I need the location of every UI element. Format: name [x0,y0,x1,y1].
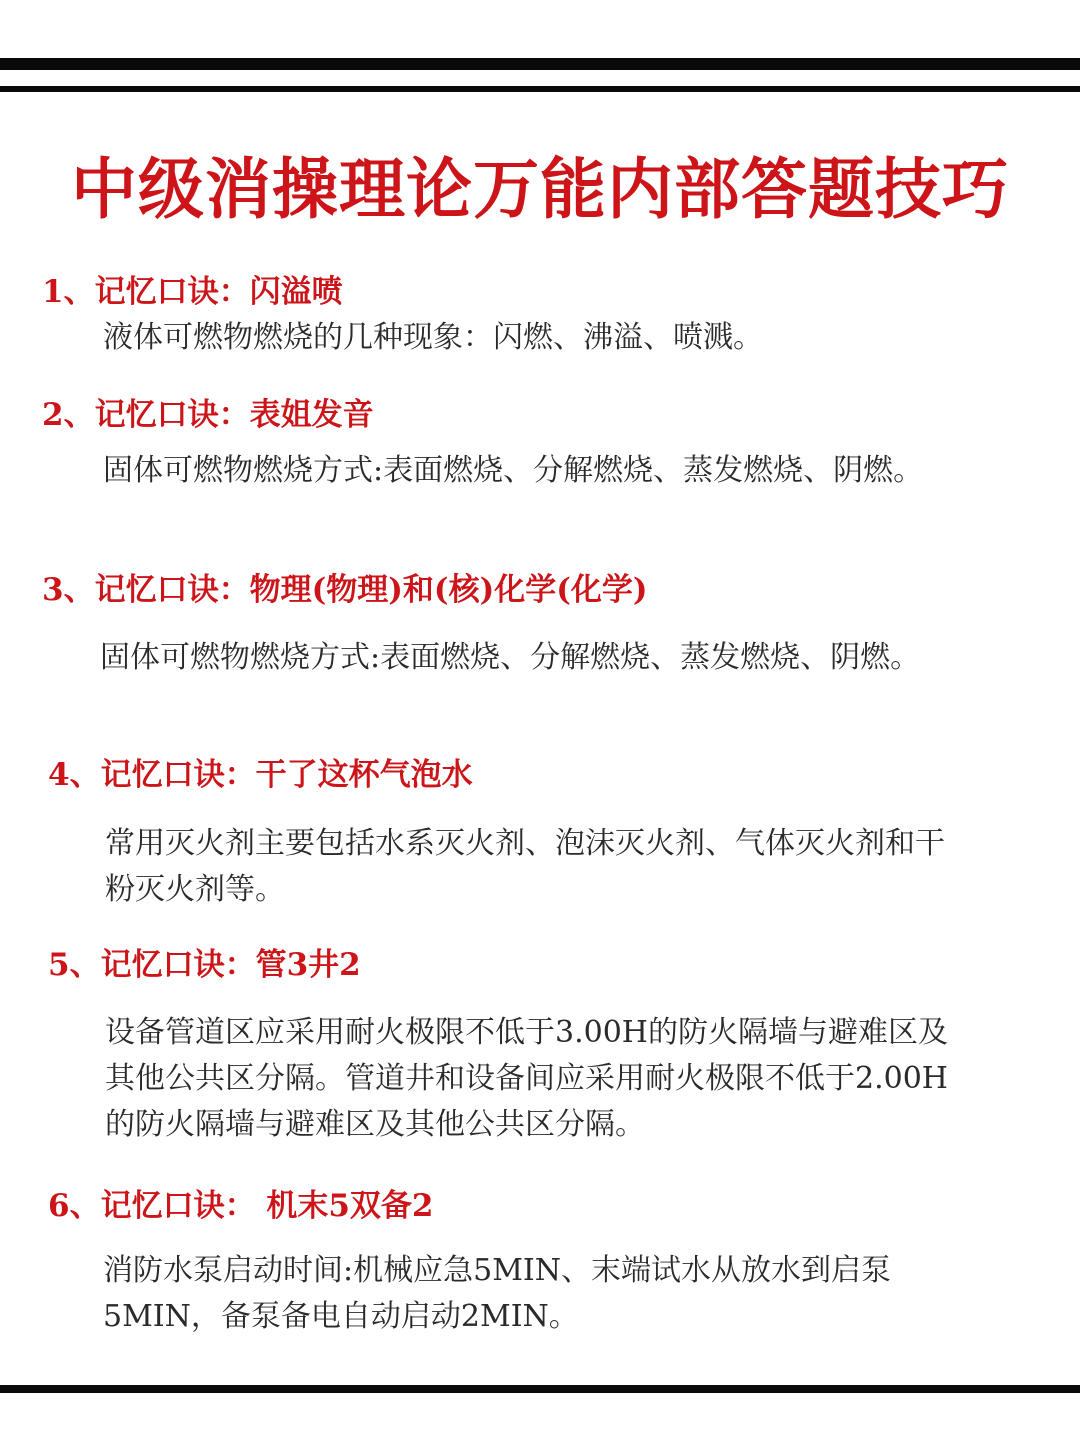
tip-heading: 5、记忆口诀：管3井2 [48,947,361,983]
tip-body: 液体可燃物燃烧的几种现象：闪燃、沸溢、喷溅。 [103,320,763,355]
tip-body: 固体可燃物燃烧方式:表面燃烧、分解燃烧、蒸发燃烧、阴燃。 [100,640,921,675]
bottom-rule [0,1385,1080,1393]
tip-heading: 3、记忆口诀：物理(物理)和(核)化学(化学) [42,572,648,608]
tip-heading: 6、记忆口诀： 机末5双备2 [48,1188,434,1224]
page-title: 中级消操理论万能内部答题技巧 [71,151,1009,228]
tip-body: 常用灭火剂主要包括水系灭火剂、泡沫灭火剂、气体灭火剂和干粉灭火剂等。 [105,826,945,907]
tip-heading: 1、记忆口诀：闪溢喷 [42,274,343,310]
tip-heading: 2、记忆口诀：表姐发音 [42,397,374,433]
tip-heading: 4、记忆口诀：干了这杯气泡水 [48,757,473,793]
top-thin-rule [0,86,1080,92]
tip-body: 消防水泵启动时间:机械应急5MIN、末端试水从放水到启泵5MIN，备泵备电自动启动2MIN。 [103,1253,892,1334]
top-thick-rule [0,58,1080,70]
tip-body: 固体可燃物燃烧方式:表面燃烧、分解燃烧、蒸发燃烧、阴燃。 [103,453,924,488]
tip-body: 设备管道区应采用耐火极限不低于3.00H的防火隔墙与避难区及其他公共区分隔。管道井和设备间应采用耐火极限不低于2.00H的防火隔墙与避难区及其他公共区分隔。 [105,1015,948,1142]
